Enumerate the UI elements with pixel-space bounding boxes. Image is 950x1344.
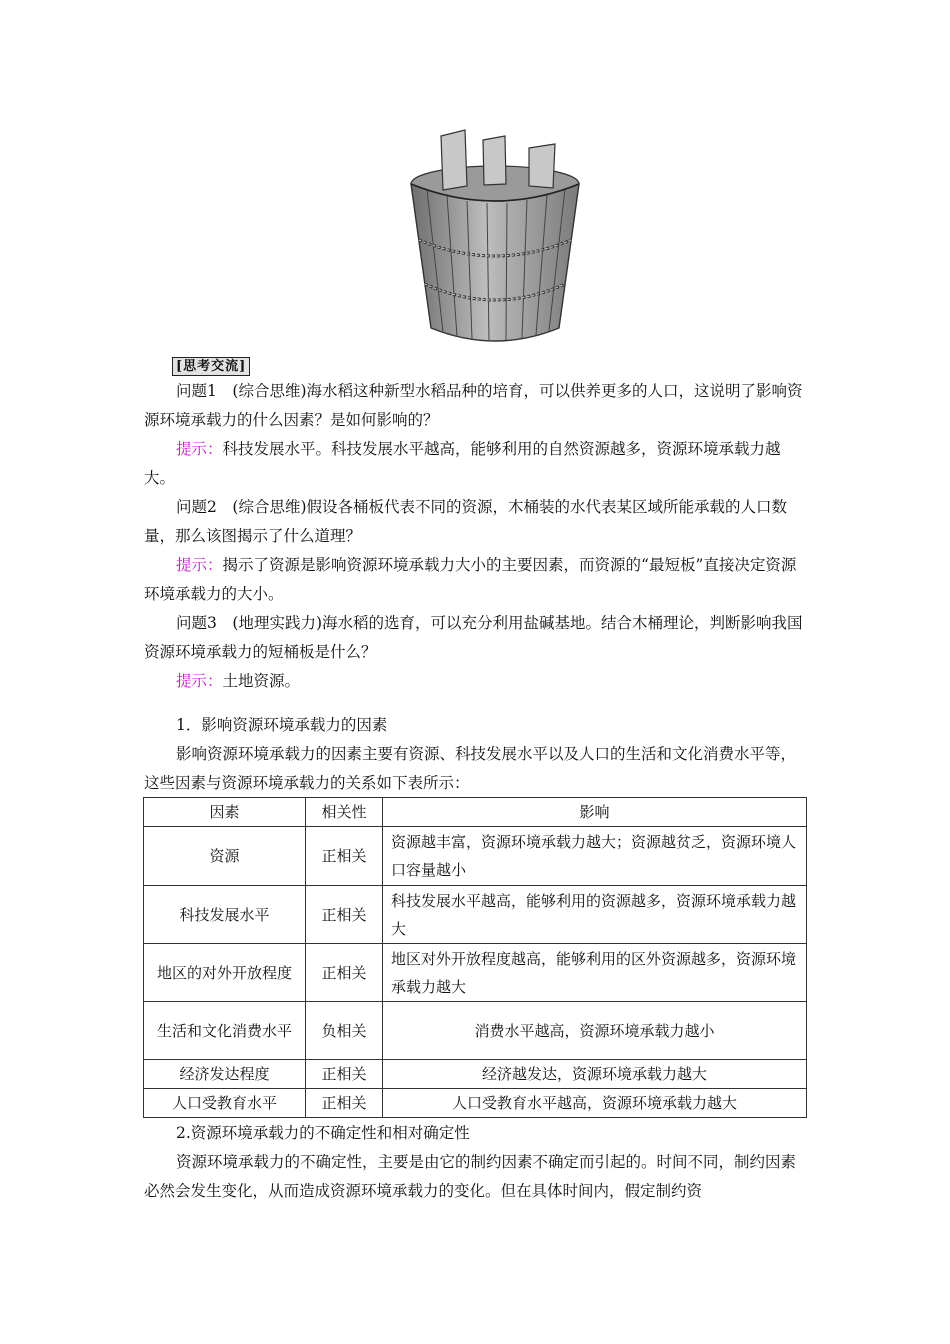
effect-cell: 地区对外开放程度越高，能够利用的区外资源越多，资源环境承载力越大 xyxy=(383,944,807,1002)
effect-cell: 资源越丰富，资源环境承载力越大；资源越贫乏，资源环境人口容量越小 xyxy=(383,827,807,886)
corr-cell: 负相关 xyxy=(306,1002,383,1060)
corr-cell: 正相关 xyxy=(306,1060,383,1089)
factor-cell: 人口受教育水平 xyxy=(144,1089,306,1118)
table-row xyxy=(144,886,807,944)
table-header: 相关性 xyxy=(306,798,383,827)
hint-1: 提示：科技发展水平。科技发展水平越高，能够利用的自然资源越多，资源环境承载力越大。 xyxy=(144,440,781,487)
factor-cell: 经济发达程度 xyxy=(144,1060,306,1089)
table-header: 影响 xyxy=(383,798,807,827)
corr-cell: 正相关 xyxy=(306,1089,383,1118)
table-row xyxy=(144,827,807,886)
effect-cell: 经济越发达，资源环境承载力越大 xyxy=(383,1060,807,1089)
corr-cell: 正相关 xyxy=(306,944,383,1002)
factor-cell: 资源 xyxy=(144,827,306,886)
effect-cell: 消费水平越高，资源环境承载力越小 xyxy=(383,1002,807,1060)
section-tag: [思考交流] xyxy=(172,357,250,376)
table-row xyxy=(144,944,807,1002)
effect-cell: 科技发展水平越高，能够利用的资源越多，资源环境承载力越大 xyxy=(383,886,807,944)
hint-3: 提示：土地资源。 xyxy=(176,672,301,690)
corr-cell: 正相关 xyxy=(306,886,383,944)
factor-cell: 地区的对外开放程度 xyxy=(144,944,306,1002)
question-3: 问题3 (地理实践力)海水稻的选育，可以充分利用盐碱基地。结合木桶理论，判断影响我国资源环境承载力的短桶板是什么？ xyxy=(144,614,803,661)
section2-heading: 2.资源环境承载力的不确定性和相对确定性 xyxy=(176,1124,470,1142)
table-row xyxy=(144,1002,807,1060)
section1-intro: 影响资源环境承载力的因素主要有资源、科技发展水平以及人口的生活和文化消费水平等，这些因素与资源环境承载力的关系如下表所示： xyxy=(144,745,797,792)
table-header-row xyxy=(144,798,807,827)
factors-table xyxy=(143,797,807,1118)
effect-cell: 人口受教育水平越高，资源环境承载力越大 xyxy=(383,1089,807,1118)
hint-2: 提示：揭示了资源是影响资源环境承载力大小的主要因素，而资源的“最短板”直接决定资源环境承载力的大小。 xyxy=(144,556,797,603)
corr-cell: 正相关 xyxy=(306,827,383,886)
factor-cell: 生活和文化消费水平 xyxy=(144,1002,306,1060)
section1-heading: 1．影响资源环境承载力的因素 xyxy=(176,716,388,734)
question-1: 问题1 (综合思维)海水稻这种新型水稻品种的培育，可以供养更多的人口，这说明了影响资源环境承载力的什么因素？是如何影响的？ xyxy=(144,382,803,429)
table-row xyxy=(144,1089,807,1118)
factor-cell: 科技发展水平 xyxy=(144,886,306,944)
question-2: 问题2 (综合思维)假设各桶板代表不同的资源，木桶装的水代表某区域所能承载的人口数量，那么该图揭示了什么道理？ xyxy=(144,498,787,545)
section2-body: 资源环境承载力的不确定性，主要是由它的制约因素不确定而引起的。时间不同，制约因素必然会发生变化，从而造成资源环境承载力的变化。但在具体时间内，假定制约资 xyxy=(144,1153,797,1200)
wooden-bucket-illustration xyxy=(405,122,585,350)
table-header: 因素 xyxy=(144,798,306,827)
table-row xyxy=(144,1060,807,1089)
